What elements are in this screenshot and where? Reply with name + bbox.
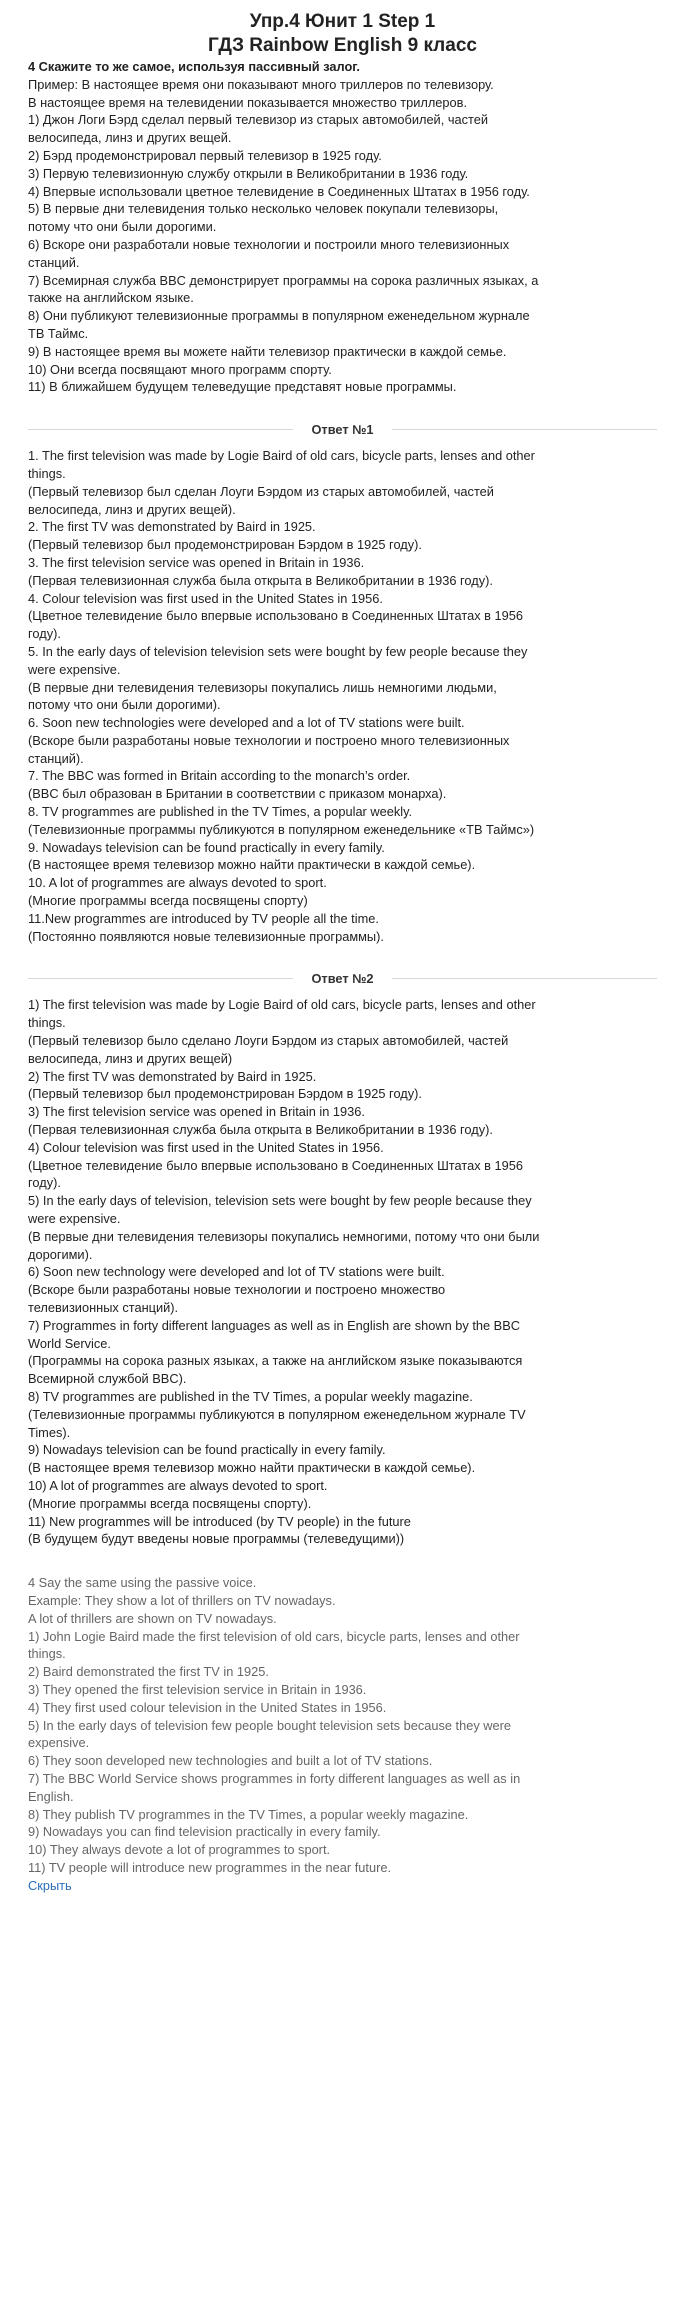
text-line: 10) Они всегда посвящают много программ спорту. xyxy=(28,361,332,377)
text-line: Times). xyxy=(28,1424,71,1440)
text-line: 6) Soon new technology were developed and lot of TV stations were built. xyxy=(28,1264,445,1280)
text-line: также на английском языке. xyxy=(28,290,194,306)
answer-1-header xyxy=(28,422,657,437)
answer-2-section xyxy=(28,996,657,1548)
text-line: 7) The BBC World Service shows programmes in forty different languages as well as in xyxy=(28,1770,521,1786)
text-line: (В настоящее время телевизор можно найти практически в каждой семье). xyxy=(28,857,476,873)
text-line: were expensive. xyxy=(28,1211,121,1227)
text-line: (Телевизионные программы публикуются в популярном еженедельнике «ТВ Таймс») xyxy=(28,821,535,837)
text-line: 8) They publish TV programmes in the TV Times, a popular weekly magazine. xyxy=(28,1806,469,1822)
text-line: 7) Programmes in forty different languages as well as in English are shown by the BBC xyxy=(28,1317,520,1333)
text-line: 9) Nowadays television can be found practically in every family. xyxy=(28,1442,386,1458)
text-line: 5) In the early days of television few people bought television sets because they were xyxy=(28,1717,512,1733)
text-line: (Постоянно появляются новые телевизионные программы). xyxy=(28,928,384,944)
text-line: (Программы на сорока разных языках, а также на английском языке показываются xyxy=(28,1353,523,1369)
text-line: World Service. xyxy=(28,1335,111,1351)
text-line: 2) Baird demonstrated the first TV in 1925. xyxy=(28,1664,269,1680)
text-line: 7) Всемирная служба BBC демонстрирует программы на сорока различных языках, а xyxy=(28,272,539,288)
text-line: Пример: В настоящее время они показывают много триллеров по телевизору. xyxy=(28,76,494,92)
text-line: Example: They show a lot of thrillers on TV nowadays. xyxy=(28,1592,336,1608)
answer-1-section xyxy=(28,447,657,945)
text-line: велосипеда, линз и других вещей). xyxy=(28,501,236,517)
text-line: 6) Вскоре они разработали новые технологии и построили много телевизионных xyxy=(28,236,510,252)
text-line: 11) В ближайшем будущем телеведущие представят новые программы. xyxy=(28,379,457,395)
text-line: В настоящее время на телевидении показывается множество триллеров. xyxy=(28,94,468,110)
text-line: 4) Впервые использовали цветное телевидение в Соединенных Штатах в 1956 году. xyxy=(28,183,530,199)
text-line: things. xyxy=(28,1646,66,1662)
divider xyxy=(28,978,293,979)
text-line: 8. TV programmes are published in the TV Times, a popular weekly. xyxy=(28,804,413,820)
text-line: телевизионных станций). xyxy=(28,1300,179,1315)
original-task-section xyxy=(28,1574,657,1877)
text-line: expensive. xyxy=(28,1735,90,1751)
text-line: (Первый телевизор было сделано Лоуги Бэрдом из старых автомобилей, частей xyxy=(28,1033,509,1049)
text-line: 3) They opened the first television service in Britain in 1936. xyxy=(28,1681,367,1697)
text-line: 1) John Logie Baird made the first television of old cars, bicycle parts, lenses and other xyxy=(28,1628,520,1644)
text-line: were expensive. xyxy=(28,661,121,677)
task-section xyxy=(28,58,657,396)
text-line: 11) New programmes will be introduced (by TV people) in the future xyxy=(28,1513,411,1529)
text-line: 3. The first television service was opened in Britain in 1936. xyxy=(28,554,365,570)
text-line: 11.New programmes are introduced by TV people all the time. xyxy=(28,910,379,926)
divider xyxy=(392,978,657,979)
text-line: (BBC был образован в Британии в соответствии с приказом монарха). xyxy=(28,786,447,802)
text-line: things. xyxy=(28,1015,66,1031)
text-line: потому что они были дорогими). xyxy=(28,697,221,713)
text-line: 1) Джон Логи Бэрд сделал первый телевизор из старых автомобилей, частей xyxy=(28,112,488,128)
text-line: 4 Скажите то же самое, используя пассивный залог. xyxy=(28,59,360,74)
page-title xyxy=(28,10,657,58)
text-line: 5. In the early days of television television sets were bought by few people because they xyxy=(28,643,528,659)
text-line: 9. Nowadays television can be found practically in every family. xyxy=(28,839,385,855)
text-line: 9) В настоящее время вы можете найти телевизор практически в каждой семье. xyxy=(28,343,507,359)
text-line: 5) In the early days of television, television sets were bought by few people because they xyxy=(28,1193,532,1209)
text-line: 4 Say the same using the passive voice. xyxy=(28,1575,257,1591)
text-line: (Вскоре были разработаны новые технологии и построено множество xyxy=(28,1282,446,1298)
text-line: 4) They first used colour television in the United States in 1956. xyxy=(28,1699,387,1715)
text-line: 10) A lot of programmes are always devoted to sport. xyxy=(28,1477,328,1493)
text-line: 3) Первую телевизионную службу открыли в Великобритании в 1936 году. xyxy=(28,165,469,181)
text-line: (Телевизионные программы публикуются в популярном еженедельном журнале TV xyxy=(28,1406,526,1422)
text-line: 4) Colour television was first used in the United States in 1956. xyxy=(28,1139,384,1155)
text-line: 7. The BBC was formed in Britain according to the monarch’s order. xyxy=(28,768,411,784)
text-line: (В первые дни телевидения телевизоры покупались немногими, потому что они были xyxy=(28,1228,540,1244)
text-line: 2. The first TV was demonstrated by Baird in 1925. xyxy=(28,519,316,535)
text-line: (В будущем будут введены новые программы (телеведущими)) xyxy=(28,1531,405,1547)
text-line: 6. Soon new technologies were developed and a lot of TV stations were built. xyxy=(28,715,465,731)
text-line: (В настоящее время телевизор можно найти практически в каждой семье). xyxy=(28,1460,476,1476)
answer-2-header xyxy=(28,971,657,986)
text-line: Всемирной службой BBC). xyxy=(28,1371,187,1387)
title-line-2: ГДЗ Rainbow English 9 класс xyxy=(208,35,477,56)
text-line: станций. xyxy=(28,254,80,270)
text-line: (Вскоре были разработаны новые технологии и построено много телевизионных xyxy=(28,732,510,748)
text-line: дорогими). xyxy=(28,1246,93,1262)
text-line: 3) The first television service was opened in Britain in 1936. xyxy=(28,1104,365,1120)
text-line: (Цветное телевидение было впервые использовано в Соединенных Штатах в 1956 xyxy=(28,608,523,624)
text-line: 4. Colour television was first used in the United States in 1956. xyxy=(28,590,383,606)
text-line: 11) TV people will introduce new programmes in the near future. xyxy=(28,1859,392,1875)
text-line: году). xyxy=(28,1175,61,1191)
text-line: English. xyxy=(28,1788,74,1804)
text-line: (В первые дни телевидения телевизоры покупались лишь немногими людьми, xyxy=(28,679,497,695)
text-line: 2) Бэрд продемонстрировал первый телевизор в 1925 году. xyxy=(28,147,382,163)
answer-2-label: Ответ №2 xyxy=(311,971,374,987)
text-line: 6) They soon developed new technologies and built a lot of TV stations. xyxy=(28,1753,433,1769)
text-line: (Многие программы всегда посвящены спорту) xyxy=(28,893,308,909)
text-line: (Первый телевизор был сделан Лоуги Бэрдом из старых автомобилей, частей xyxy=(28,483,494,499)
text-line: (Первый телевизор был продемонстрирован Бэрдом в 1925 году). xyxy=(28,1086,422,1102)
text-line: году). xyxy=(28,626,61,642)
text-line: 8) TV programmes are published in the TV Times, a popular weekly magazine. xyxy=(28,1388,473,1404)
text-line: 8) Они публикуют телевизионные программы в популярном еженедельном журнале xyxy=(28,308,530,324)
text-line: 9) Nowadays you can find television practically in every family. xyxy=(28,1824,381,1840)
text-line: 5) В первые дни телевидения только несколько человек покупали телевизоры, xyxy=(28,201,499,217)
divider xyxy=(392,429,657,430)
text-line: 10) They always devote a lot of programmes to sport. xyxy=(28,1842,331,1858)
text-line: (Первый телевизор был продемонстрирован Бэрдом в 1925 году). xyxy=(28,537,422,553)
text-line: 1. The first television was made by Logie Baird of old cars, bicycle parts, lenses and other xyxy=(28,448,535,464)
text-line: 2) The first TV was demonstrated by Baird in 1925. xyxy=(28,1068,317,1084)
text-line: A lot of thrillers are shown on TV nowadays. xyxy=(28,1610,277,1626)
text-line: велосипеда, линз и других вещей. xyxy=(28,130,232,146)
text-line: (Первая телевизионная служба была открыта в Великобритании в 1936 году). xyxy=(28,572,493,588)
divider xyxy=(28,429,293,430)
text-line: велосипеда, линз и других вещей) xyxy=(28,1050,233,1066)
hide-link[interactable]: Скрыть xyxy=(28,1877,72,1893)
text-line: (Цветное телевидение было впервые использовано в Соединенных Штатах в 1956 xyxy=(28,1157,523,1173)
text-line: things. xyxy=(28,465,66,481)
text-line: потому что они были дорогими. xyxy=(28,219,217,235)
text-line: (Многие программы всегда посвящены спорту). xyxy=(28,1495,312,1511)
answer-1-label: Ответ №1 xyxy=(311,422,374,438)
text-line: (Первая телевизионная служба была открыта в Великобритании в 1936 году). xyxy=(28,1122,493,1138)
text-line: станций). xyxy=(28,750,84,766)
title-line-1: Упр.4 Юнит 1 Step 1 xyxy=(249,11,436,32)
text-line: 1) The first television was made by Logie Baird of old cars, bicycle parts, lenses and other xyxy=(28,997,536,1013)
text-line: 10. A lot of programmes are always devoted to sport. xyxy=(28,875,327,891)
text-line: ТВ Таймс. xyxy=(28,325,89,341)
